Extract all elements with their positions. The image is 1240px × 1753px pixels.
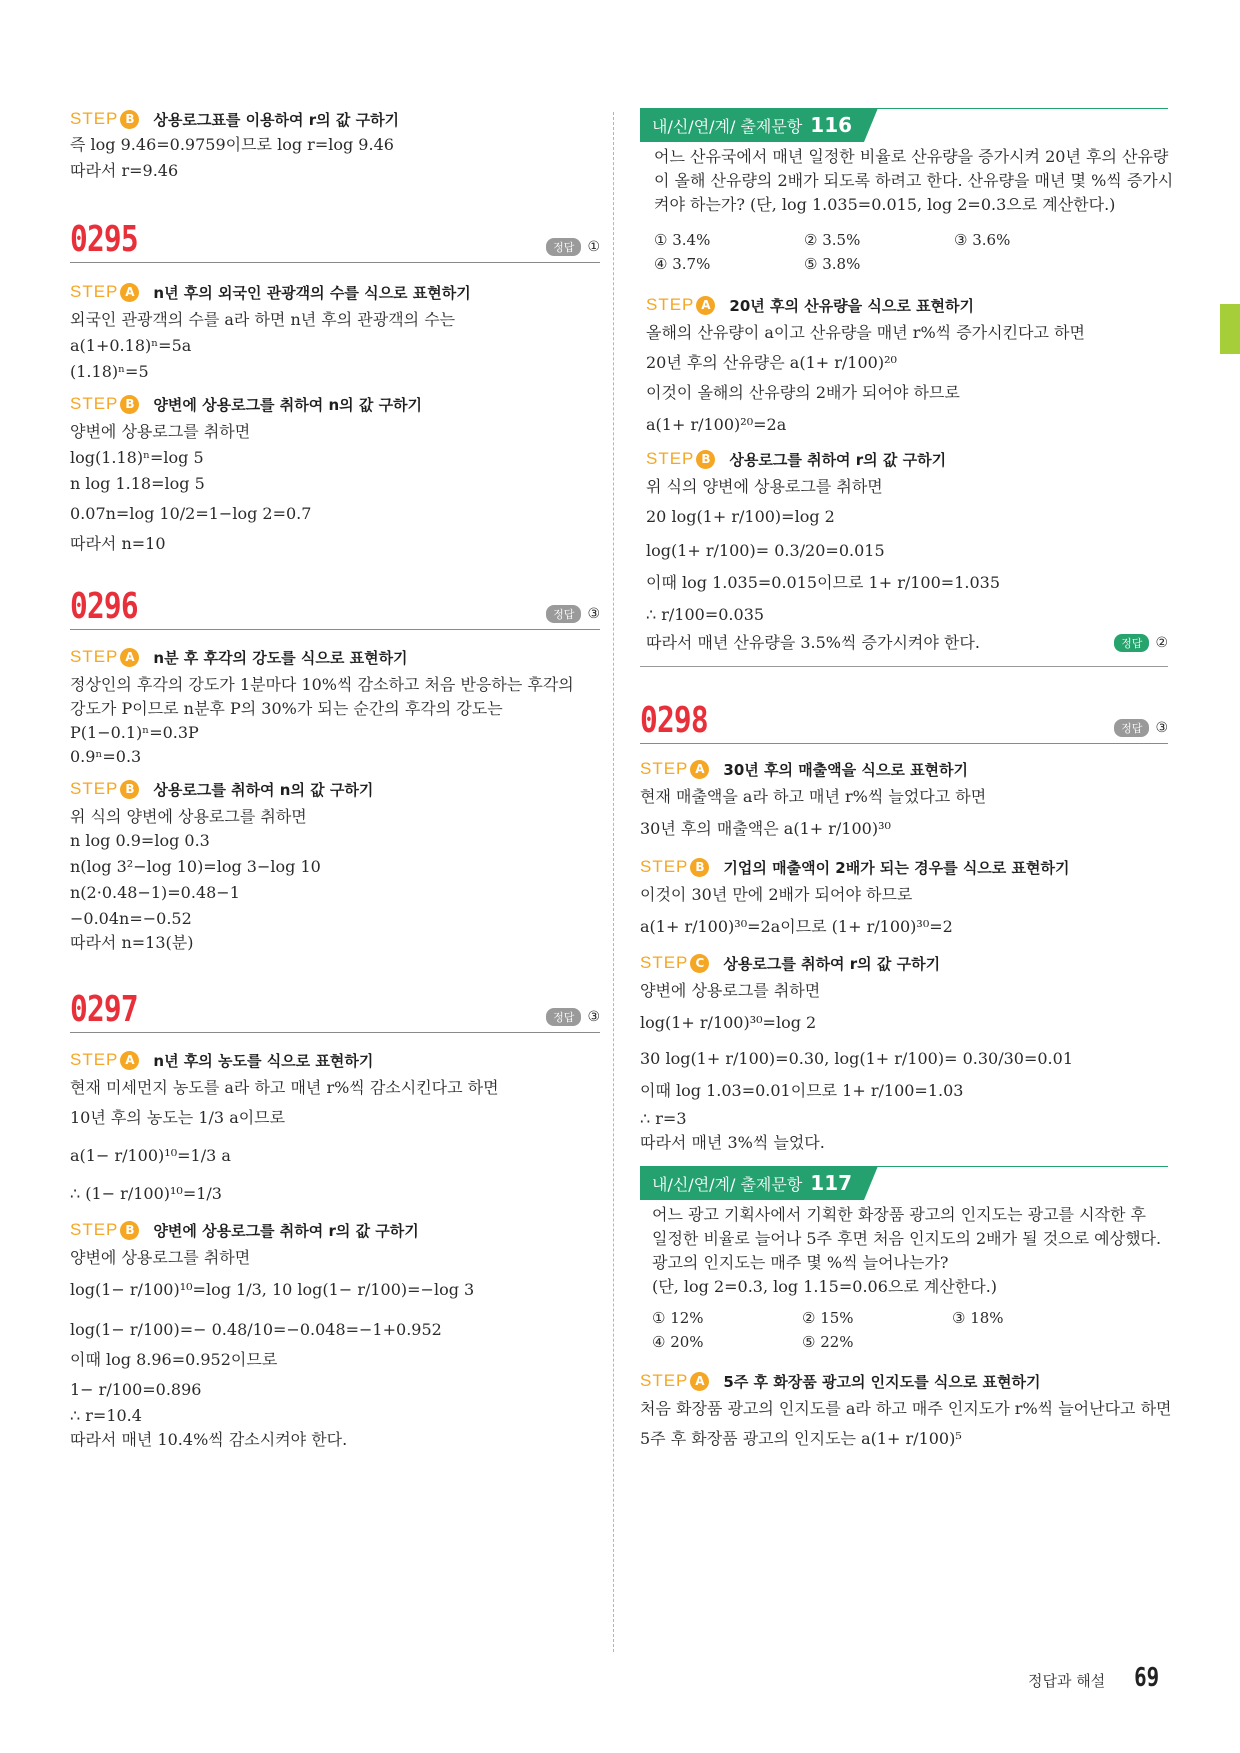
step-label: STEP — [640, 759, 689, 778]
solution-line: 외국인 관광객의 수를 a라 하면 n년 후의 관광객의 수는 — [70, 310, 456, 329]
solution-line: 20 log(1+ r/100)=log 2 — [646, 507, 835, 526]
step-badge: B — [120, 110, 139, 129]
solution-line: 위 식의 양변에 상용로그를 취하면 — [646, 477, 883, 496]
problem-header — [70, 583, 600, 630]
problem-header — [70, 216, 600, 263]
solution-line: ∴ r=3 — [640, 1109, 687, 1128]
question-line: 일정한 비율로 늘어나 5주 후면 처음 인지도의 2배가 될 것으로 예상했다. — [652, 1229, 1162, 1248]
solution-line: 양변에 상용로그를 취하면 — [70, 1248, 251, 1267]
solution-line: 따라서 매년 10.4%씩 감소시켜야 한다. — [70, 1430, 348, 1449]
step-badge: B — [120, 1221, 139, 1240]
step-header — [646, 294, 1168, 316]
solution-line: 이것이 올해의 산유량의 2배가 되어야 하므로 — [646, 383, 960, 402]
page-number: 69 — [1134, 1663, 1160, 1693]
solution-line: log(1− r/100)¹⁰=log 1/3, 10 log(1− r/100)=−log 3 — [70, 1280, 475, 1299]
step-label: STEP — [646, 295, 695, 314]
answer-value: ① — [587, 239, 600, 255]
step-badge: A — [690, 760, 709, 779]
answer-badge — [1114, 719, 1168, 737]
step-badge: B — [690, 858, 709, 877]
solution-line: 따라서 n=13(분) — [70, 933, 194, 952]
final-answer-row — [646, 634, 1168, 652]
step-label: STEP — [70, 1220, 119, 1239]
solution-line: 따라서 n=10 — [70, 534, 166, 553]
related-problem-label — [640, 108, 864, 142]
step-header — [70, 393, 600, 415]
solution-line: log(1+ r/100)= 0.3/20=0.015 — [646, 541, 885, 560]
solution-line: 정상인의 후각의 강도가 1분마다 10%씩 감소하고 처음 반응하는 후각의 — [70, 675, 574, 694]
choice: ① 12% — [652, 1309, 704, 1327]
answer-value: ③ — [587, 1009, 600, 1025]
solution-line: 양변에 상용로그를 취하면 — [640, 981, 821, 1000]
question-text — [640, 147, 1174, 214]
solution-line: 따라서 r=9.46 — [70, 161, 179, 180]
solution-line: ∴ r=10.4 — [70, 1406, 142, 1425]
step-label: STEP — [70, 647, 119, 666]
solution-line: 1− r/100=0.896 — [70, 1380, 202, 1399]
step-badge: C — [690, 954, 709, 973]
solution-line: 0.9ⁿ=0.3 — [70, 747, 142, 766]
step-header — [70, 1049, 600, 1071]
problem-number: 0297 — [70, 989, 138, 1030]
step-title: 상용로그표를 이용하여 r의 값 구하기 — [153, 110, 400, 129]
step-title: 30년 후의 매출액을 식으로 표현하기 — [723, 760, 969, 779]
step-title: 상용로그를 취하여 r의 값 구하기 — [723, 954, 941, 973]
side-index-tab — [1220, 304, 1240, 354]
solution-line: 이때 log 1.035=0.015이므로 1+ r/100=1.035 — [646, 573, 1001, 592]
answer-badge — [546, 1008, 600, 1026]
problem-header — [70, 986, 600, 1033]
step-header — [70, 108, 600, 130]
step-badge: A — [690, 1372, 709, 1391]
choice: ② 3.5% — [804, 231, 861, 249]
solution-line: n(log 3²−log 10)=log 3−log 10 — [70, 857, 321, 876]
question-line: 어느 광고 기획사에서 기획한 화장품 광고의 인지도는 광고를 시작한 후 — [652, 1205, 1146, 1224]
solution-line: n(2·0.48−1)=0.48−1 — [70, 883, 240, 902]
step-header — [70, 646, 600, 668]
choice: ③ 18% — [952, 1309, 1004, 1327]
step-label: STEP — [70, 1050, 119, 1069]
solution-line: 이때 log 1.03=0.01이므로 1+ r/100=1.03 — [640, 1081, 964, 1100]
step-header — [70, 1219, 600, 1241]
question-line: 켜야 하는가? (단, log 1.035=0.015, log 2=0.3으로 계산한다.) — [654, 195, 1116, 214]
column-divider — [613, 112, 614, 1652]
solution-line: a(1+0.18)ⁿ=5a — [70, 336, 192, 355]
step-title: n년 후의 농도를 식으로 표현하기 — [153, 1051, 374, 1070]
step-header — [640, 1370, 1168, 1392]
answer-label: 정답 — [546, 238, 581, 256]
step-header — [646, 448, 1168, 470]
choice: ⑤ 22% — [802, 1333, 854, 1351]
step-badge: B — [696, 450, 715, 469]
page-footer — [1028, 1663, 1163, 1693]
solution-line: 즉 log 9.46=0.9759이므로 log r=log 9.46 — [70, 135, 394, 154]
step-title: n년 후의 외국인 관광객의 수를 식으로 표현하기 — [153, 283, 471, 302]
solution-line: log(1.18)ⁿ=log 5 — [70, 448, 204, 467]
step-label: STEP — [70, 779, 119, 798]
solution-line: 올해의 산유량이 a이고 산유량을 매년 r%씩 증가시킨다고 하면 — [646, 323, 1085, 342]
solution-line: −0.04n=−0.52 — [70, 909, 192, 928]
step-label: STEP — [70, 109, 119, 128]
solution-line: ∴ (1− r/100)¹⁰=1/3 — [70, 1184, 222, 1203]
step-label: STEP — [640, 1371, 689, 1390]
step-badge: B — [120, 395, 139, 414]
step-badge: A — [120, 1051, 139, 1070]
step-label: STEP — [640, 857, 689, 876]
answer-value: ③ — [1155, 720, 1168, 736]
choice: ④ 3.7% — [654, 255, 711, 273]
solution-line: 양변에 상용로그를 취하면 — [70, 422, 251, 441]
choice: ① 3.4% — [654, 231, 711, 249]
solution-line: 이때 log 8.96=0.952이므로 — [70, 1350, 278, 1369]
related-problem-number: 117 — [810, 1171, 853, 1195]
step-title: 양변에 상용로그를 취하여 n의 값 구하기 — [153, 395, 423, 414]
related-problem-label — [640, 1166, 864, 1200]
related-problem-header — [640, 108, 1168, 142]
problem-number: 0296 — [70, 586, 138, 627]
step-badge: A — [120, 283, 139, 302]
choice-list — [640, 228, 1168, 276]
solution-line: n log 0.9=log 0.3 — [70, 831, 210, 850]
solution-line: n log 1.18=log 5 — [70, 474, 205, 493]
step-label: STEP — [646, 449, 695, 468]
step-title: 양변에 상용로그를 취하여 r의 값 구하기 — [153, 1221, 419, 1240]
related-problem-header — [640, 1166, 1168, 1200]
solution-line: 20년 후의 산유량은 a(1+ r/100)²⁰ — [646, 353, 897, 372]
answer-badge — [546, 238, 600, 256]
solution-line: 30 log(1+ r/100)=0.30, log(1+ r/100)= 0.30/30=0.01 — [640, 1049, 1073, 1068]
solution-line: a(1+ r/100)³⁰=2a이므로 (1+ r/100)³⁰=2 — [640, 917, 953, 936]
step-badge: A — [696, 296, 715, 315]
solution-line: 이것이 30년 만에 2배가 되어야 하므로 — [640, 885, 913, 904]
question-line: 광고의 인지도는 매주 몇 %씩 늘어나는가? — [652, 1253, 949, 1272]
question-line: 어느 산유국에서 매년 일정한 비율로 산유량을 증가시켜 20년 후의 산유량 — [654, 147, 1169, 166]
solution-line: 따라서 매년 산유량을 3.5%씩 증가시켜야 한다. — [646, 633, 980, 652]
solution-line: a(1− r/100)¹⁰=1/3 a — [70, 1146, 231, 1165]
step-title: n분 후 후각의 강도를 식으로 표현하기 — [153, 648, 408, 667]
solution-line: 0.07n=log 10/2=1−log 2=0.7 — [70, 504, 312, 523]
solution-line: 위 식의 양변에 상용로그를 취하면 — [70, 807, 307, 826]
related-problem-number: 116 — [810, 113, 853, 137]
solution-line: 처음 화장품 광고의 인지도를 a라 하고 매주 인지도가 r%씩 늘어난다고 하면 — [640, 1399, 1172, 1418]
answer-badge — [1114, 634, 1168, 652]
answer-label: 정답 — [546, 605, 581, 623]
solution-line: 현재 미세먼지 농도를 a라 하고 매년 r%씩 감소시킨다고 하면 — [70, 1078, 499, 1097]
step-title: 20년 후의 산유량을 식으로 표현하기 — [729, 296, 975, 315]
answer-label: 정답 — [1114, 634, 1149, 652]
solution-line: 따라서 매년 3%씩 늘었다. — [640, 1133, 825, 1152]
step-header — [640, 952, 1168, 974]
solution-line: ∴ r/100=0.035 — [646, 605, 765, 624]
answer-label: 정답 — [1114, 719, 1149, 737]
step-title: 기업의 매출액이 2배가 되는 경우를 식으로 표현하기 — [723, 858, 1070, 877]
problem-number: 0298 — [640, 700, 708, 741]
left-column — [70, 108, 600, 1449]
solution-line: 현재 매출액을 a라 하고 매년 r%씩 늘었다고 하면 — [640, 787, 987, 806]
choice: ④ 20% — [652, 1333, 704, 1351]
step-title: 5주 후 화장품 광고의 인지도를 식으로 표현하기 — [723, 1372, 1041, 1391]
step-badge: B — [120, 780, 139, 799]
solution-line: 5주 후 화장품 광고의 인지도는 a(1+ r/100)⁵ — [640, 1429, 962, 1448]
step-header — [70, 778, 600, 800]
problem-header — [640, 697, 1168, 744]
problem-number: 0295 — [70, 219, 138, 260]
right-column — [640, 108, 1174, 1448]
solution-line: 10년 후의 농도는 1/3 a이므로 — [70, 1108, 286, 1127]
choice-list — [640, 1306, 1168, 1354]
step-label: STEP — [70, 282, 119, 301]
step-label: STEP — [70, 394, 119, 413]
solution-line: 강도가 P이므로 n분후 P의 30%가 되는 순간의 후각의 강도는 — [70, 699, 503, 718]
choice: ⑤ 3.8% — [804, 255, 861, 273]
question-text — [640, 1206, 1168, 1296]
step-header — [640, 758, 1168, 780]
choice: ③ 3.6% — [954, 231, 1011, 249]
question-line: (단, log 2=0.3, log 1.15=0.06으로 계산한다.) — [652, 1277, 998, 1296]
step-header — [640, 856, 1168, 878]
step-badge: A — [120, 648, 139, 667]
solution-line: (1.18)ⁿ=5 — [70, 362, 149, 381]
related-problem-title: 내/신/연/계/ 출제문항 — [652, 1174, 803, 1194]
step-header — [70, 281, 600, 303]
step-title: 상용로그를 취하여 n의 값 구하기 — [153, 780, 374, 799]
step-label: STEP — [640, 953, 689, 972]
solution-line: a(1+ r/100)²⁰=2a — [646, 415, 787, 434]
answer-value: ③ — [587, 606, 600, 622]
solution-line: log(1+ r/100)³⁰=log 2 — [640, 1013, 817, 1032]
step-title: 상용로그를 취하여 r의 값 구하기 — [729, 450, 947, 469]
answer-value: ② — [1155, 635, 1168, 651]
solution-line: log(1− r/100)=− 0.48/10=−0.048=−1+0.952 — [70, 1320, 442, 1339]
answer-label: 정답 — [546, 1008, 581, 1026]
solution-block — [640, 294, 1168, 652]
solution-line: 30년 후의 매출액은 a(1+ r/100)³⁰ — [640, 819, 891, 838]
related-problem-title: 내/신/연/계/ 출제문항 — [652, 116, 803, 136]
footer-label: 정답과 해설 — [1028, 1672, 1106, 1690]
choice: ② 15% — [802, 1309, 854, 1327]
question-line: 이 올해 산유량의 2배가 되도록 하려고 한다. 산유량을 매년 몇 %씩 증가시 — [654, 171, 1174, 190]
solution-line: P(1−0.1)ⁿ=0.3P — [70, 723, 199, 742]
answer-badge — [546, 605, 600, 623]
